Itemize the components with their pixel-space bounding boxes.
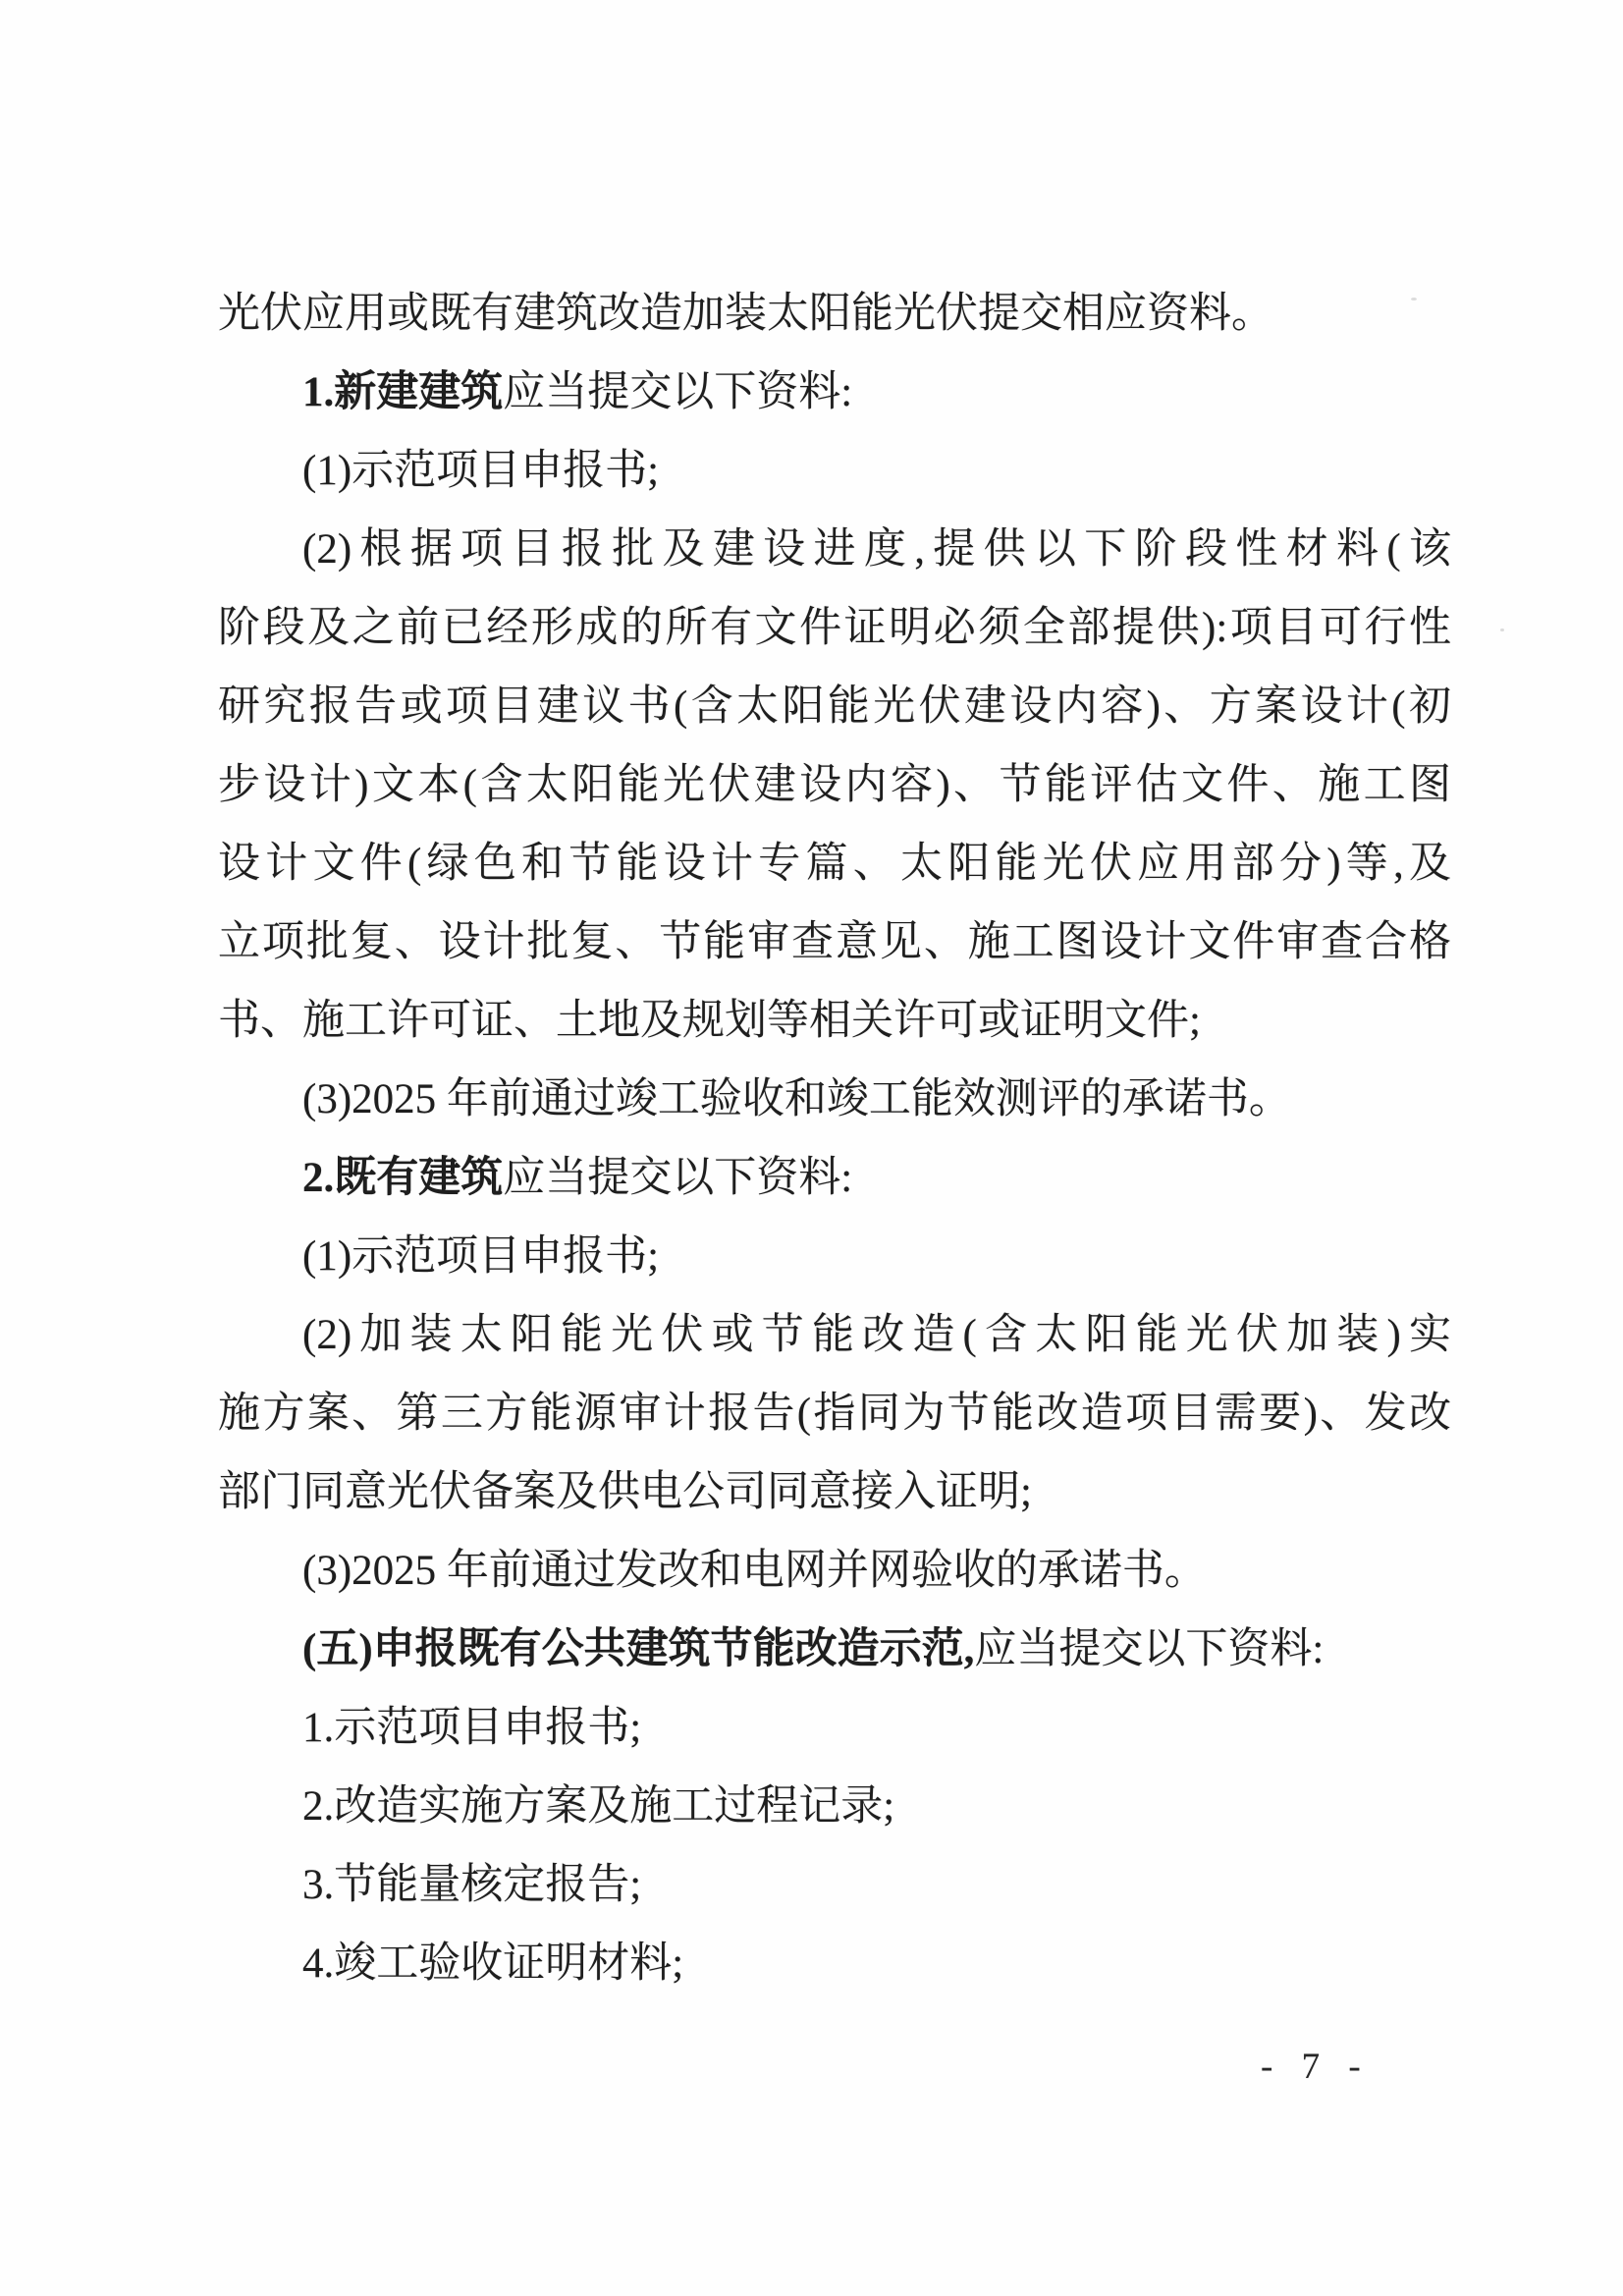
- text-line: [218, 432, 1451, 511]
- text-line: [218, 511, 1451, 589]
- text-line: [218, 1453, 1451, 1532]
- text-segment: 部门同意光伏备案及供电公司同意接入证明;: [218, 1469, 1032, 1515]
- text-segment: 应当提交以下资料:: [503, 369, 853, 415]
- text-segment: (1)示范项目申报书;: [302, 1233, 660, 1280]
- text-segment: 研究报告或项目建议书(含太阳能光伏建设内容)、方案设计(初: [218, 683, 1451, 730]
- text-segment: 应当提交以下资料:: [503, 1155, 853, 1201]
- text-line: [218, 1768, 1451, 1846]
- text-line: [218, 275, 1451, 354]
- scan-artifact: [1000, 612, 1003, 616]
- text-segment: 1.示范项目申报书;: [302, 1705, 642, 1751]
- text-block: [218, 275, 1451, 2003]
- scan-artifact: [856, 325, 861, 329]
- text-line: [218, 1532, 1451, 1611]
- text-line: [218, 1375, 1451, 1453]
- text-segment: (2)加装太阳能光伏或节能改造(含太阳能光伏加装)实: [302, 1312, 1451, 1358]
- text-line: [218, 1061, 1451, 1139]
- text-line: [218, 1846, 1451, 1925]
- bold-text-segment: 2.既有建筑: [302, 1155, 504, 1201]
- text-segment: (3)2025 年前通过竣工验收和竣工能效测评的承诺书。: [302, 1076, 1291, 1122]
- text-segment: 阶段及之前已经形成的所有文件证明必须全部提供):项目可行性: [218, 605, 1451, 651]
- text-segment: 步设计)文本(含太阳能光伏建设内容)、节能评估文件、施工图: [218, 762, 1451, 808]
- text-line: [218, 746, 1451, 825]
- scan-artifact: [1411, 298, 1417, 301]
- text-segment: 施方案、第三方能源审计报告(指同为节能改造项目需要)、发改: [218, 1391, 1451, 1437]
- text-segment: 2.改造实施方案及施工过程记录;: [302, 1783, 895, 1830]
- text-segment: (2)根据项目报批及建设进度,提供以下阶段性材料(该: [302, 526, 1451, 573]
- text-line: [218, 1925, 1451, 2003]
- bold-text-segment: (五)申报既有公共建筑节能改造示范,: [302, 1626, 975, 1672]
- text-segment: 4.竣工验收证明材料;: [302, 1941, 684, 1987]
- text-segment: 设计文件(绿色和节能设计专篇、太阳能光伏应用部分)等,及: [218, 841, 1451, 887]
- text-line: [218, 668, 1451, 746]
- scan-artifact: [1500, 629, 1504, 631]
- text-segment: (3)2025 年前通过发改和电网并网验收的承诺书。: [302, 1548, 1207, 1594]
- text-line: [218, 1139, 1451, 1218]
- bold-text-segment: 1.新建建筑: [302, 369, 504, 415]
- text-segment: 书、施工许可证、土地及规划等相关许可或证明文件;: [218, 998, 1201, 1044]
- text-line: [218, 1611, 1451, 1689]
- text-segment: 应当提交以下资料:: [974, 1626, 1325, 1672]
- page-number: - 7 -: [1261, 2047, 1371, 2087]
- text-line: [218, 1218, 1451, 1296]
- text-line: [218, 903, 1451, 982]
- text-line: [218, 354, 1451, 432]
- text-segment: (1)示范项目申报书;: [302, 448, 660, 494]
- text-line: [218, 982, 1451, 1061]
- text-line: [218, 825, 1451, 903]
- text-segment: 3.节能量核定报告;: [302, 1862, 642, 1908]
- text-segment: 立项批复、设计批复、节能审查意见、施工图设计文件审查合格: [218, 919, 1451, 965]
- text-line: [218, 1689, 1451, 1768]
- text-segment: 光伏应用或既有建筑改造加装太阳能光伏提交相应资料。: [218, 291, 1273, 337]
- text-line: [218, 589, 1451, 668]
- text-line: [218, 1296, 1451, 1375]
